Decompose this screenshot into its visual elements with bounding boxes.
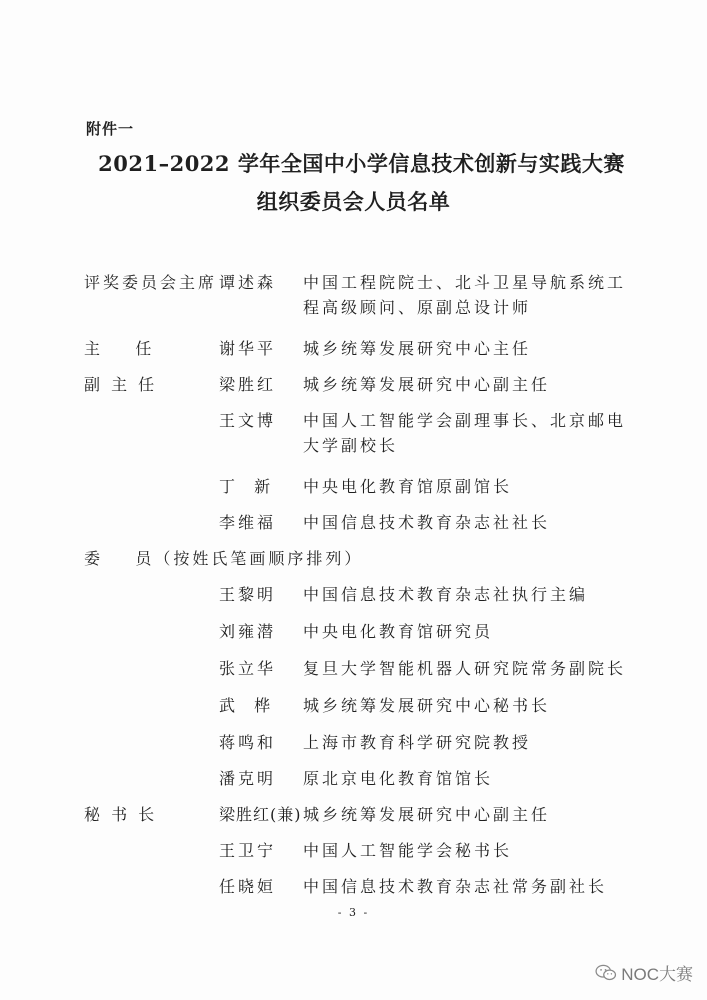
member-role: 副 主 任 [84,375,158,394]
member-name: 刘雍潜 [219,622,277,641]
page-number: - 3 - [337,906,370,919]
member-name: 李维福 [219,513,277,532]
member-name: 蒋鸣和 [219,733,277,752]
member-desc: 中央电化教育馆原副馆长 [303,477,513,496]
member-desc: 上海市教育科学研究院教授 [303,733,532,752]
member-name: 丁 新 [219,477,274,496]
member-name: 梁胜红 [219,375,277,394]
member-desc: 中国信息技术教育杂志社常务副社长 [303,877,608,896]
member-desc: 城乡统筹发展研究中心秘书长 [303,696,551,715]
member-desc: 中国工程院院士、北斗卫星导航系统工程高级顾问、原副总设计师 [303,273,627,317]
member-name: 任晓姮 [219,877,277,896]
title-line-1: 2021–2022 学年全国中小学信息技术创新与实践大赛 [98,151,625,176]
wechat-icon [595,964,617,982]
member-name: 谢华平 [219,339,277,358]
member-desc: 原北京电化教育馆馆长 [303,769,494,788]
member-desc: 中国人工智能学会副理事长、北京邮电大学副校长 [303,411,627,455]
member-desc: 中国信息技术教育杂志社社长 [303,513,551,532]
attachment-label: 附件一 [86,120,135,138]
member-desc: 复旦大学智能机器人研究院常务副院长 [303,659,627,678]
member-desc: 中国信息技术教育杂志社执行主编 [303,585,589,604]
member-name: 张立华 [219,659,277,678]
member-desc: 中央电化教育馆研究员 [303,622,494,641]
watermark-text: NOC大赛 [621,965,693,984]
member-name: 王卫宁 [219,841,277,860]
member-role: 秘 书 长 [84,805,158,824]
member-name: 武 桦 [219,696,274,715]
member-name: 王黎明 [219,585,277,604]
member-name: 王文博 [219,411,277,430]
member-name: 梁胜红(兼) [219,805,302,824]
member-desc: 中国人工智能学会秘书长 [303,841,513,860]
member-role: 评奖委员会主席 [84,273,218,292]
member-desc: 城乡统筹发展研究中心副主任 [303,375,551,394]
watermark [595,960,693,985]
title-line-2: 组织委员会人员名单 [256,189,451,214]
member-name: 潘克明 [219,769,277,788]
member-role: 委 员（按姓氏笔画顺序排列） [84,549,364,568]
member-desc: 城乡统筹发展研究中心主任 [303,339,532,358]
member-desc: 城乡统筹发展研究中心副主任 [303,805,551,824]
member-name: 谭述森 [219,273,277,292]
member-role: 主 任 [84,339,155,358]
